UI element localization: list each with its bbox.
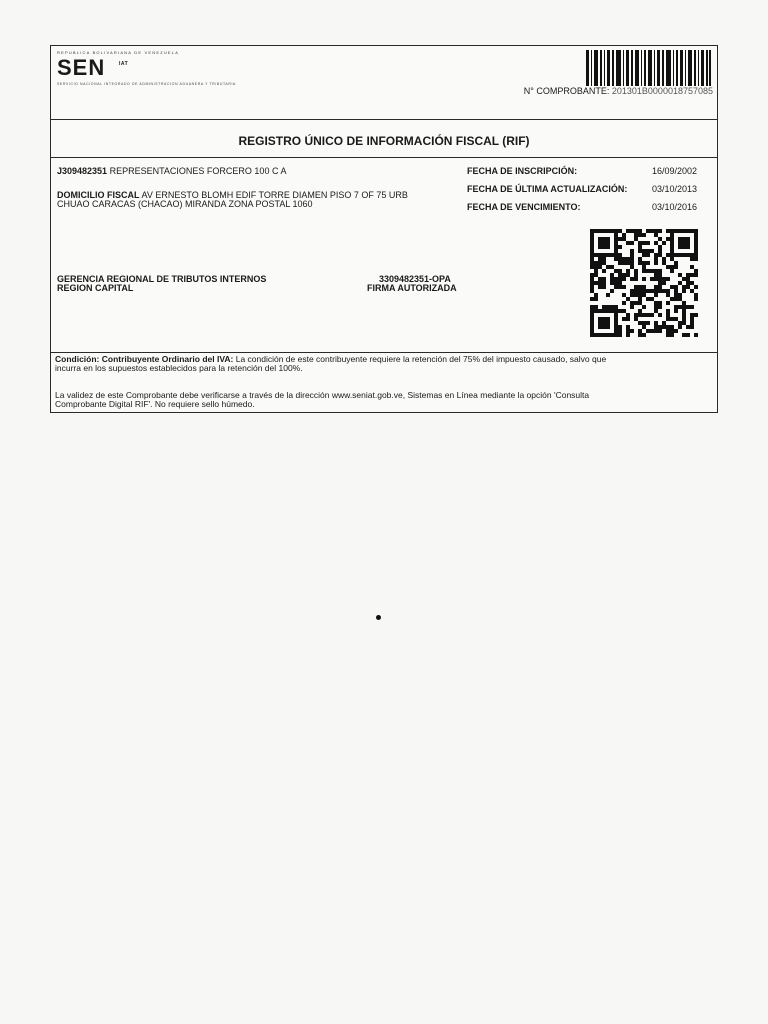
fecha-inscripcion-label: FECHA DE INSCRIPCIÓN: <box>467 166 578 176</box>
fecha-actualizacion-value: 03/10/2013 <box>651 184 697 194</box>
validity-text-2: Comprobante Digital RIF'. No requiere sello húmedo. <box>55 399 255 409</box>
validity-note <box>55 391 715 409</box>
logo-bottom-text: SERVICIO NACIONAL INTEGRADO DE ADMINISTRACION ADUANERA Y TRIBUTARIA <box>57 82 236 86</box>
taxpayer-id-line <box>57 166 286 176</box>
gerencia-line-2: REGION CAPITAL <box>57 283 134 293</box>
seniat-logo <box>57 50 237 90</box>
logo-top-text: REPUBLICA BOLIVARIANA DE VENEZUELA <box>57 50 180 55</box>
footer-divider <box>51 352 717 353</box>
comprobante-label: N° COMPROBANTE: <box>523 86 610 96</box>
fecha-actualizacion-label: FECHA DE ÚLTIMA ACTUALIZACIÓN: <box>467 184 628 194</box>
condition-text-1: La condición de este contribuyente requiere la retención del 75% del impuesto causado, salvo que <box>235 354 607 364</box>
certificate-header <box>51 46 717 120</box>
condition-text-2: incurra en los supuestos establecidos para la retención del 100%. <box>55 363 303 373</box>
fecha-inscripcion-value: 16/09/2002 <box>651 166 697 176</box>
document-title: REGISTRO ÚNICO DE INFORMACIÓN FISCAL (RIF) <box>238 134 530 148</box>
condition-note <box>55 355 715 373</box>
condition-label: Condición: Contribuyente Ordinario del IVA: <box>55 354 234 364</box>
firma-autorizada-label: FIRMA AUTORIZADA <box>367 283 457 293</box>
title-divider <box>51 157 717 158</box>
barcode-icon <box>586 50 711 86</box>
gerencia-line-1: GERENCIA REGIONAL DE TRIBUTOS INTERNOS <box>57 274 267 284</box>
logo-main-text: SEN <box>57 55 106 80</box>
stray-mark <box>376 615 381 620</box>
domicilio-label: DOMICILIO FISCAL <box>57 190 140 200</box>
comprobante-number <box>524 86 713 96</box>
rif-number: J309482351 <box>57 166 108 176</box>
comprobante-value: 201301B0000018757085 <box>611 86 713 96</box>
taxpayer-name: REPRESENTACIONES FORCERO 100 C A <box>109 166 287 176</box>
firma-code: 3309482351-OPA <box>379 274 451 284</box>
fecha-vencimiento-label: FECHA DE VENCIMIENTO: <box>467 202 581 212</box>
qr-code-icon <box>588 229 700 337</box>
domicilio-address-2: CHUAO CARACAS (CHACAO) MIRANDA ZONA POSTAL 1060 <box>57 199 313 209</box>
rif-certificate <box>50 45 718 413</box>
validity-text-1: La validez de este Comprobante debe verificarse a través de la dirección www.seniat.gob.ve, Sistemas en Línea mediante la opción 'Consulta <box>55 390 590 400</box>
domicilio-address-1: AV ERNESTO BLOMH EDIF TORRE DIAMEN PISO 7 OF 75 URB <box>141 190 408 200</box>
fecha-vencimiento-value: 03/10/2016 <box>651 202 697 212</box>
logo-sub-text: IAT <box>119 61 129 67</box>
